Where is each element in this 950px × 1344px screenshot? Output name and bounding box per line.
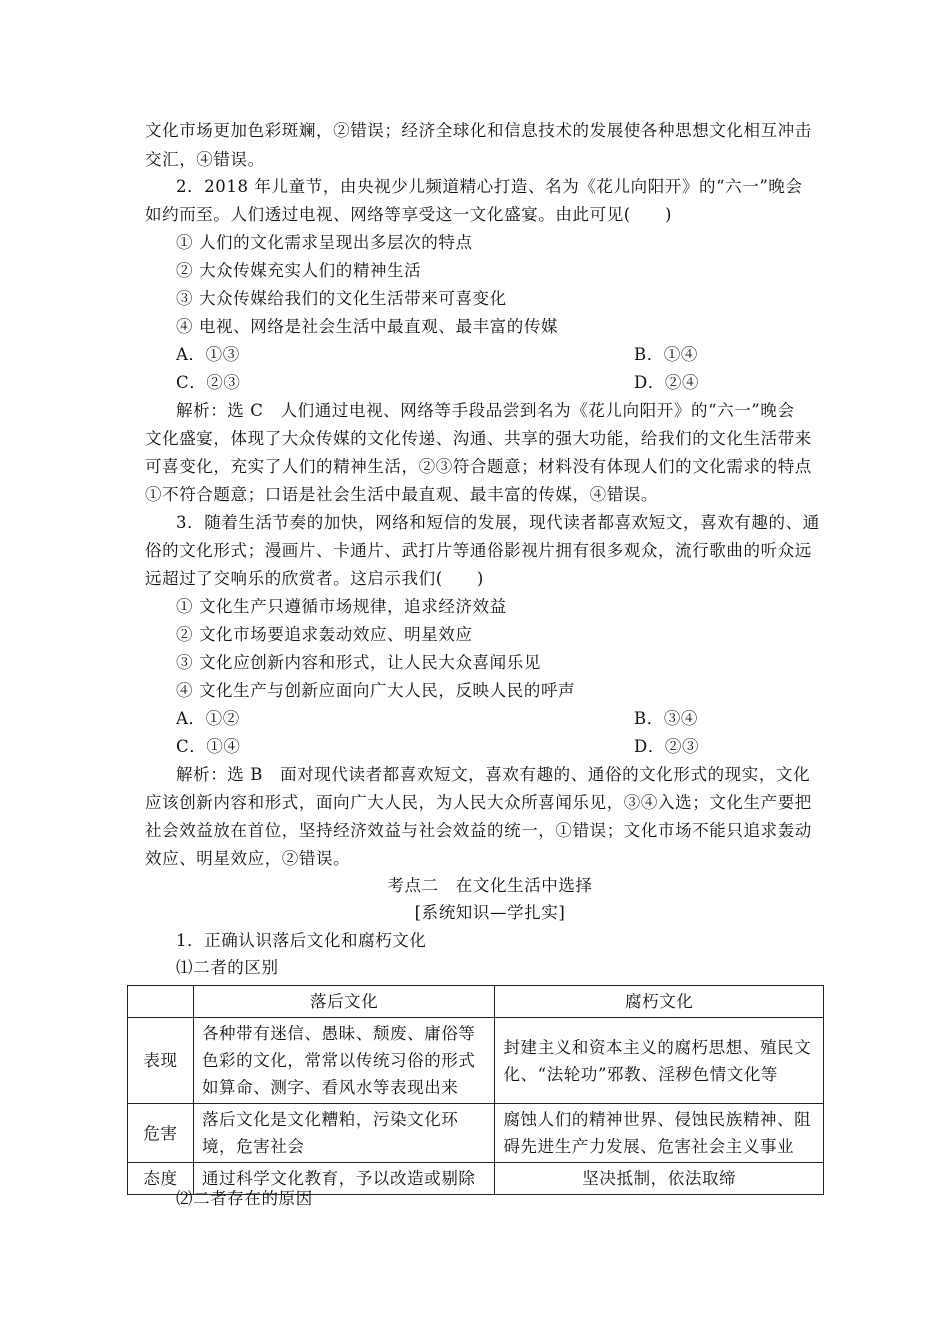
q3-analysis: 解析：选 B 面对现代读者都喜欢短文，喜欢有趣的、通俗的文化形式的现实，文化 [176,765,811,784]
q3-choice-d: D．②③ [634,737,700,756]
table-cell [495,1104,824,1163]
cell-line: 碍先进生产力发展、危害社会主义事业 [503,1137,795,1156]
question-3-cont: 远超过了交响乐的欣赏者。这启示我们( ) [145,569,484,588]
row-label: 态度 [128,1163,194,1195]
q3-option-2: ② 文化市场要追求轰动效应、明星效应 [176,625,473,644]
q2-option-2: ② 大众传媒充实人们的精神生活 [176,261,422,280]
q2-choices-row-2 [176,373,866,393]
section-title: 考点二 在文化生活中选择 [387,876,593,895]
cell-line: 色彩的文化，常常以传统习俗的形式 [201,1051,476,1070]
q2-option-3: ③ 大众传媒给我们的文化生活带来可喜变化 [176,289,507,308]
cell-line: 如算命、测字、看风水等表现出来 [201,1078,459,1097]
text-line: 交汇，④错误。 [145,150,265,169]
subheading-2: ⑵二者存在的原因 [176,1189,313,1208]
table-header-cell: 腐朽文化 [495,986,824,1018]
q2-analysis-cont: ①不符合题意；口语是社会生活中最直观、最丰富的传媒，④错误。 [145,485,658,504]
heading-1: 1．正确认识落后文化和腐朽文化 [176,931,427,950]
q3-choices-row-1 [176,709,866,729]
q2-analysis-cont: 文化盛宴，体现了大众传媒的文化传递、沟通、共享的强大功能，给我们的文化生活带来 [145,429,812,448]
q3-choice-a: A．①② [176,709,240,728]
q3-analysis-cont: 效应、明星效应，②错误。 [145,849,351,868]
row-label: 危害 [128,1104,194,1163]
q2-choices-row-1 [176,345,866,365]
q3-analysis-cont: 应该创新内容和形式，面向广大人民，为人民大众所喜闻乐见，③④入选；文化生产要把 [145,793,812,812]
q3-choice-c: C．①④ [176,737,241,756]
q2-choice-c: C．②③ [176,373,241,392]
cell-line: 腐蚀人们的精神世界、侵蚀民族精神、阻 [503,1110,812,1129]
table-cell: 通过科学文化教育，予以改造或剔除 [193,1163,495,1195]
subheading-1: ⑴二者的区别 [176,958,279,977]
table-corner-cell [128,986,194,1018]
q3-analysis-cont: 社会效益放在首位，坚持经济效益与社会效益的统一，①错误；文化市场不能只追求轰动 [145,821,812,840]
text-line: 文化市场更加色彩斑斓，②错误；经济全球化和信息技术的发展使各种思想文化相互冲击 [145,121,812,140]
q2-choice-d: D．②④ [634,373,700,392]
table-cell [495,1018,824,1104]
cell-line: 境，危害社会 [201,1137,305,1156]
q2-analysis-cont: 可喜变化，充实了人们的精神生活，②③符合题意；材料没有体现人们的文化需求的特点 [145,457,812,476]
q2-analysis: 解析：选 C 人们通过电视、网络等手段品尝到名为《花儿向阳开》的“六一”晚会 [176,401,795,420]
question-2-cont: 如约而至。人们透过电视、网络等享受这一文化盛宴。由此可见( ) [145,205,673,224]
q3-choice-b: B．③④ [634,709,699,728]
section-subtitle: [系统知识—学扎实] [414,903,566,922]
table-cell [193,1018,495,1104]
question-3: 3．随着生活节奏的加快，网络和短信的发展，现代读者都喜欢短文，喜欢有趣的、通 [176,513,820,532]
q2-option-1: ① 人们的文化需求呈现出多层次的特点 [176,233,473,252]
table-row [128,1018,824,1104]
question-2: 2．2018 年儿童节，由央视少儿频道精心打造、名为《花儿向阳开》的“六一”晚会 [176,177,803,196]
table-cell: 坚决抵制，依法取缔 [495,1163,824,1195]
q3-option-1: ① 文化生产只遵循市场规律，追求经济效益 [176,597,507,616]
q3-option-4: ④ 文化生产与创新应面向广大人民，反映人民的呼声 [176,681,576,700]
comparison-table [127,985,824,1195]
cell-line: 各种带有迷信、愚昧、颓废、庸俗等 [201,1024,476,1043]
question-3-cont: 俗的文化形式；漫画片、卡通片、武打片等通俗影视片拥有很多观众，流行歌曲的听众远 [145,541,812,560]
cell-line: 落后文化是文化糟粕，污染文化环 [201,1110,459,1129]
q2-choice-a: A．①③ [176,345,240,364]
q2-choice-b: B．①④ [634,345,699,364]
table-header-cell: 落后文化 [193,986,495,1018]
table-header-row [128,986,824,1018]
q2-option-4: ④ 电视、网络是社会生活中最直观、最丰富的传媒 [176,317,559,336]
q3-choices-row-2 [176,737,866,757]
row-label: 表现 [128,1018,194,1104]
table-cell [193,1104,495,1163]
table-row [128,1104,824,1163]
cell-line: 封建主义和资本主义的腐朽思想、殖民文 [503,1037,812,1057]
cell-line: 化、“法轮功”邪教、淫秽色情文化等 [503,1064,779,1084]
q3-option-3: ③ 文化应创新内容和形式，让人民大众喜闻乐见 [176,653,541,672]
